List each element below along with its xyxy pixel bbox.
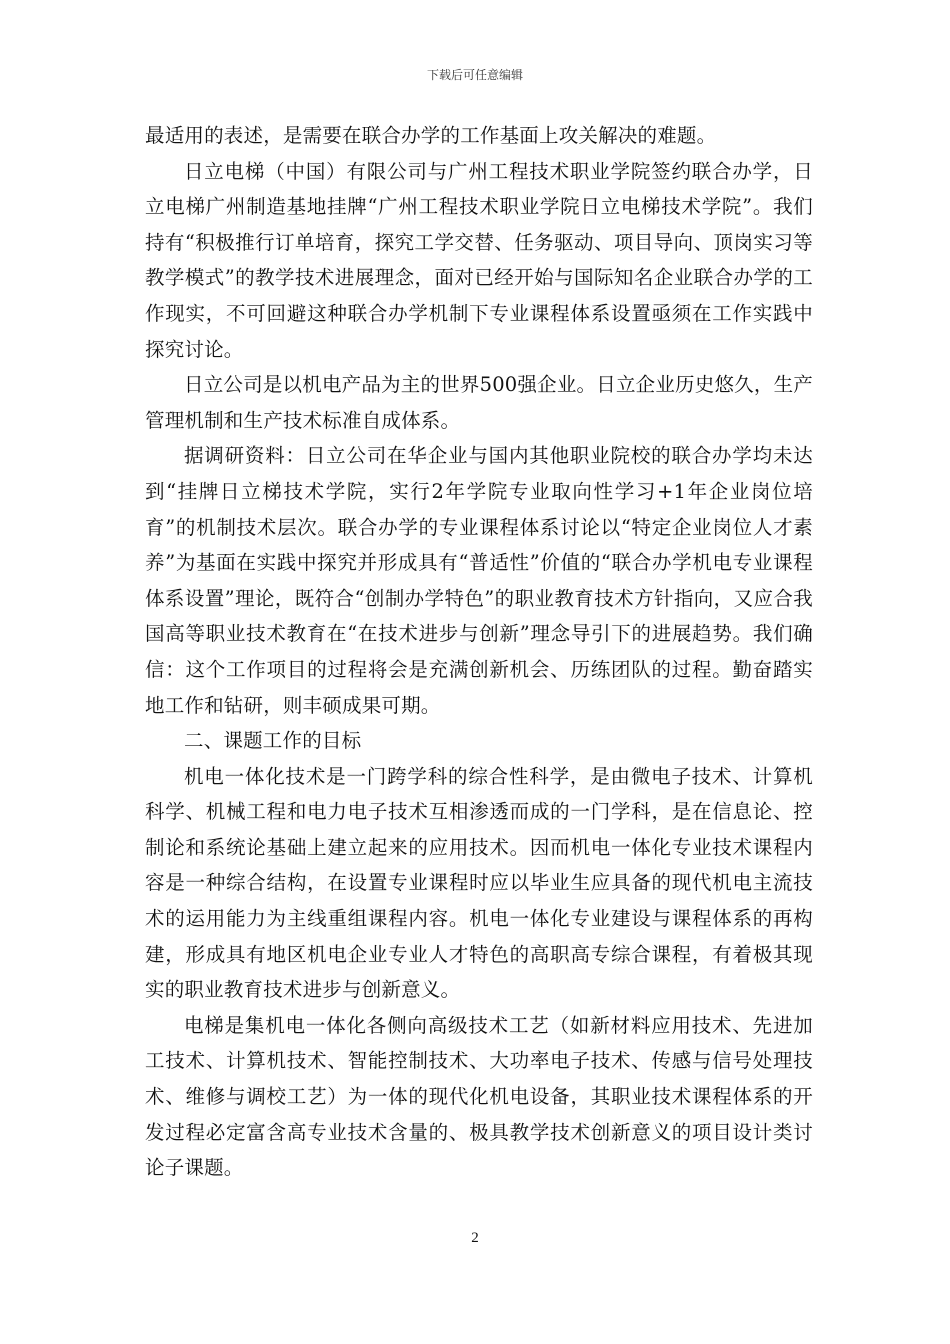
section-heading-goals: 二、课题工作的目标	[184, 729, 362, 753]
document-body	[145, 118, 813, 1186]
paragraph-joint-school: 日立电梯（中国）有限公司与广州工程技术职业学院签约联合办学，日立电梯广州制造基地挂牌“广州工程技术职业学院日立电梯技术学院”。我们持有“积极推行订单培育，探究工学交替、任务驱动、项目导向、顶岗实习等教学模式”的教学技术进展理念，面对已经开始与国际知名企业联合办学的工作现实，不可回避这种联合办学机制下专业课程体系设置亟须在工作实践中探究讨论。	[145, 159, 813, 361]
paragraph-hitachi-company: 日立公司是以机电产品为主的世界500强企业。日立企业历史悠久，生产管理机制和生产技术标准自成体系。	[145, 373, 813, 432]
paragraph-elevator: 电梯是集机电一体化各侧向高级技术工艺（如新材料应用技术、先进加工技术、计算机技术、智能控制技术、大功率电子技术、传感与信号处理技术、维修与调校工艺）为一体的现代化机电设备，其职业技术课程体系的开发过程必定富含高专业技术含量的、极具教学技术创新意义的项目设计类讨论子课题。	[145, 1013, 813, 1180]
page-number: 2	[471, 1230, 479, 1246]
paragraph-research-data: 据调研资料：日立公司在华企业与国内其他职业院校的联合办学均未达到“挂牌日立梯技术学院，实行2年学院专业取向性学习+1年企业岗位培育”的机制技术层次。联合办学的专业课程体系讨论以“特定企业岗位人才素养”为基面在实践中探究并形成具有“普适性”价值的“联合办学机电专业课程体系设置”理论，既符合“创制办学特色”的职业教育技术方针指向，又应合我国高等职业技术教育在“在技术进步与创新”理念导引下的进展趋势。我们确信：这个工作项目的过程将会是充满创新机会、历练团队的过程。勤奋踏实地工作和钻研，则丰硕成果可期。	[145, 444, 813, 717]
paragraph-continuation: 最适用的表述，是需要在联合办学的工作基面上攻关解决的难题。	[145, 124, 717, 147]
paragraph-mechatronics: 机电一体化技术是一门跨学科的综合性科学，是由微电子技术、计算机科学、机械工程和电力电子技术互相渗透而成的一门学科，是在信息论、控制论和系统论基础上建立起来的应用技术。因而机电一体化专业技术课程内容是一种综合结构，在设置专业课程时应以毕业生应具备的现代机电主流技术的运用能力为主线重组课程内容。机电一体化专业建设与课程体系的再构建，形成具有地区机电企业专业人才特色的高职高专综合课程，有着极其现实的职业教育技术进步与创新意义。	[145, 764, 813, 1002]
page-header: 下载后可任意编辑	[426, 68, 523, 82]
